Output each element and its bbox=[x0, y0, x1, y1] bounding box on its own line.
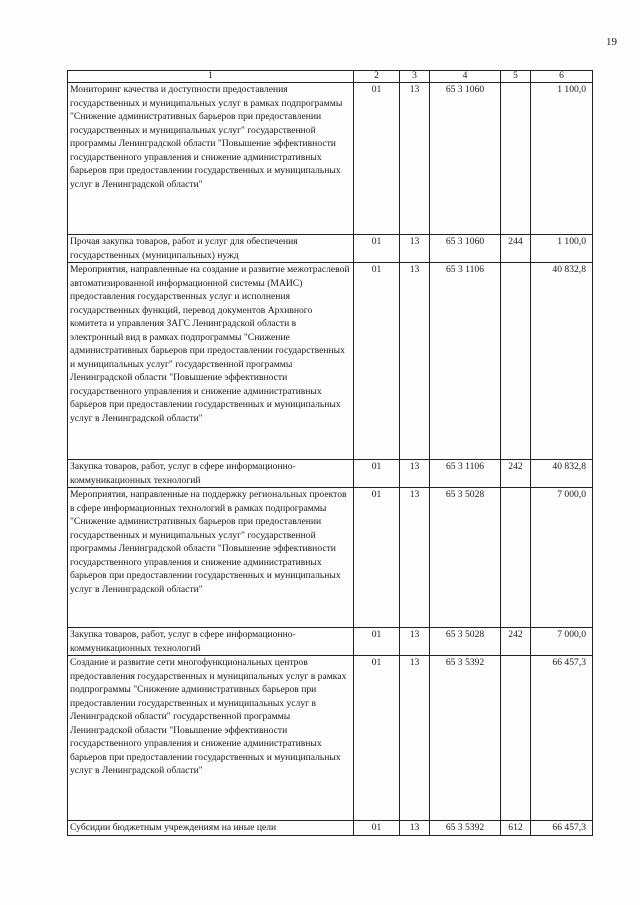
header-cell: 4 bbox=[430, 71, 501, 83]
row-podrazdel: 13 bbox=[400, 83, 430, 235]
table-row bbox=[68, 83, 593, 235]
header-cell: 6 bbox=[531, 71, 593, 83]
row-name: Мероприятия, направленные на поддержку региональных проектов в сфере информационных технологий в рамках подпрограммы "Снижение административных барьеров при предоставлении государственных и муниципальных услуг" государственной программы Ленинградской области "Повышение эффективности государственного управления и снижение административных барьеров при предоставлении государственных и муниципальных услуг в Ленинградской области" bbox=[68, 488, 354, 628]
row-vr bbox=[501, 488, 531, 628]
row-csr: 65 3 1106 bbox=[430, 263, 501, 460]
table-row bbox=[68, 656, 593, 821]
table-row bbox=[68, 235, 593, 263]
row-sum: 1 100,0 bbox=[531, 235, 593, 263]
row-podrazdel: 13 bbox=[400, 460, 430, 488]
row-razdel: 01 bbox=[354, 83, 400, 235]
row-name: Закупка товаров, работ, услуг в сфере информационно-коммуникационных технологий bbox=[68, 628, 354, 656]
row-csr: 65 3 5028 bbox=[430, 628, 501, 656]
table-row bbox=[68, 628, 593, 656]
row-razdel: 01 bbox=[354, 821, 400, 836]
row-csr: 65 3 1060 bbox=[430, 83, 501, 235]
row-vr bbox=[501, 656, 531, 821]
row-vr: 242 bbox=[501, 460, 531, 488]
table-row bbox=[68, 263, 593, 460]
row-razdel: 01 bbox=[354, 628, 400, 656]
row-vr bbox=[501, 263, 531, 460]
row-razdel: 01 bbox=[354, 488, 400, 628]
row-csr: 65 3 5028 bbox=[430, 488, 501, 628]
row-csr: 65 3 1106 bbox=[430, 460, 501, 488]
row-razdel: 01 bbox=[354, 235, 400, 263]
row-podrazdel: 13 bbox=[400, 488, 430, 628]
header-cell: 5 bbox=[501, 71, 531, 83]
row-sum: 7 000,0 bbox=[531, 488, 593, 628]
row-vr bbox=[501, 83, 531, 235]
table-header-row bbox=[68, 71, 593, 83]
table-row bbox=[68, 821, 593, 836]
row-vr: 244 bbox=[501, 235, 531, 263]
table-row bbox=[68, 488, 593, 628]
budget-table bbox=[67, 70, 593, 836]
row-sum: 66 457,3 bbox=[531, 656, 593, 821]
table-row bbox=[68, 460, 593, 488]
row-podrazdel: 13 bbox=[400, 235, 430, 263]
row-name: Субсидии бюджетным учреждениям на иные цели bbox=[68, 821, 354, 836]
header-cell: 2 bbox=[354, 71, 400, 83]
row-name: Мероприятия, направленные на создание и развитие межотраслевой автоматизированной информационной системы (МАИС) предоставления государственных услуг и исполнения государственных функций, перевод документов Архивного комитета и управления ЗАГС Ленинградской области в электронный вид в рамках подпрограммы "Снижение административных барьеров при предоставлении государственных и муниципальных услуг" государственной программы Ленинградской области "Повышение эффективности государственного управления и снижение административных барьеров при предоставлении государственных и муниципальных услуг в Ленинградской области" bbox=[68, 263, 354, 460]
row-razdel: 01 bbox=[354, 656, 400, 821]
row-csr: 65 3 5392 bbox=[430, 821, 501, 836]
header-cell: 3 bbox=[400, 71, 430, 83]
row-sum: 7 000,0 bbox=[531, 628, 593, 656]
page-number: 19 bbox=[606, 36, 617, 48]
row-sum: 40 832,8 bbox=[531, 460, 593, 488]
row-csr: 65 3 5392 bbox=[430, 656, 501, 821]
row-podrazdel: 13 bbox=[400, 263, 430, 460]
row-name: Создание и развитие сети многофункциональных центров предоставления государственных и муниципальных услуг в рамках подпрограммы "Снижение административных барьеров при предоставлении государственных и муниципальных услуг в Ленинградской области" государственной программы Ленинградской области "Повышение эффективности государственного управления и снижение административных барьеров при предоставлении государственных и муниципальных услуг в Ленинградской области" bbox=[68, 656, 354, 821]
row-name: Прочая закупка товаров, работ и услуг для обеспечения государственных (муниципальных) нужд bbox=[68, 235, 354, 263]
row-sum: 1 100,0 bbox=[531, 83, 593, 235]
header-cell: 1 bbox=[68, 71, 354, 83]
row-razdel: 01 bbox=[354, 263, 400, 460]
row-vr: 242 bbox=[501, 628, 531, 656]
row-name: Мониторинг качества и доступности предоставления государственных и муниципальных услуг в рамках подпрограммы "Снижение административных барьеров при предоставлении государственных и муниципальных услуг" государственной программы Ленинградской области "Повышение эффективности государственного управления и снижение административных барьеров при предоставлении государственных и муниципальных услуг в Ленинградской области" bbox=[68, 83, 354, 235]
row-csr: 65 3 1060 bbox=[430, 235, 501, 263]
row-podrazdel: 13 bbox=[400, 656, 430, 821]
row-razdel: 01 bbox=[354, 460, 400, 488]
row-sum: 66 457,3 bbox=[531, 821, 593, 836]
row-vr: 612 bbox=[501, 821, 531, 836]
row-name: Закупка товаров, работ, услуг в сфере информационно-коммуникационных технологий bbox=[68, 460, 354, 488]
row-podrazdel: 13 bbox=[400, 628, 430, 656]
row-podrazdel: 13 bbox=[400, 821, 430, 836]
row-sum: 40 832,8 bbox=[531, 263, 593, 460]
